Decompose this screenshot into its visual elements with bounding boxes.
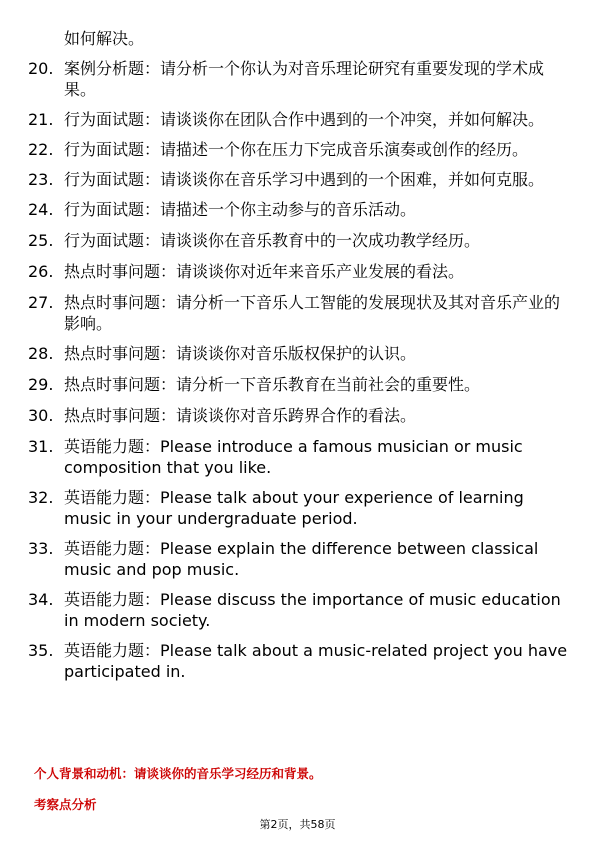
question-item (28, 199, 568, 220)
question-number: 23. (28, 170, 54, 189)
question-list (28, 58, 568, 691)
question-text: 行为面试题：请谈谈你在音乐学习中遇到的一个困难，并如何克服。 (64, 170, 545, 189)
question-text: 热点时事问题：请谈谈你对音乐跨界合作的看法。 (64, 406, 417, 425)
question-number: 25. (28, 231, 54, 250)
question-item (28, 640, 568, 682)
question-number: 21. (28, 110, 54, 129)
question-text: 行为面试题：请描述一个你主动参与的音乐活动。 (64, 200, 417, 219)
question-number: 26. (28, 262, 54, 281)
question-text: 热点时事问题：请谈谈你对音乐版权保护的认识。 (64, 344, 417, 363)
question-number: 33. (28, 539, 54, 558)
question-number: 27. (28, 293, 54, 312)
question-item (28, 589, 568, 631)
question-number: 32. (28, 488, 54, 507)
question-number: 30. (28, 406, 54, 425)
question-text: 英语能力题：Please explain the difference between classical music and pop music. (64, 539, 539, 579)
question-text: 英语能力题：Please discuss the importance of music education in modern society. (64, 590, 561, 630)
question-text: 英语能力题：Please introduce a famous musician or music composition that you like. (64, 437, 523, 477)
continuation-text: 如何解决。 (64, 29, 145, 48)
question-item (28, 538, 568, 580)
question-text: 行为面试题：请描述一个你在压力下完成音乐演奏或创作的经历。 (64, 140, 529, 159)
section-subheading: 考察点分析 (34, 797, 97, 812)
question-number: 29. (28, 375, 54, 394)
question-item (28, 58, 568, 100)
question-text: 行为面试题：请谈谈你在团队合作中遇到的一个冲突，并如何解决。 (64, 110, 545, 129)
question-text: 热点时事问题：请谈谈你对近年来音乐产业发展的看法。 (64, 262, 465, 281)
page-footer: 第2页，共58页 (259, 818, 336, 831)
question-item (28, 109, 568, 130)
question-item (28, 292, 568, 334)
question-text: 热点时事问题：请分析一下音乐人工智能的发展现状及其对音乐产业的影响。 (64, 293, 561, 333)
question-item (28, 436, 568, 478)
question-text: 热点时事问题：请分析一下音乐教育在当前社会的重要性。 (64, 375, 481, 394)
question-number: 31. (28, 437, 54, 456)
question-item (28, 139, 568, 160)
question-item (28, 374, 568, 395)
question-item (28, 230, 568, 251)
question-number: 28. (28, 344, 54, 363)
question-number: 22. (28, 140, 54, 159)
question-item (28, 487, 568, 529)
question-text: 英语能力题：Please talk about your experience of learning music in your undergraduate period. (64, 488, 524, 528)
question-number: 24. (28, 200, 54, 219)
question-text: 行为面试题：请谈谈你在音乐教育中的一次成功教学经历。 (64, 231, 481, 250)
question-text: 英语能力题：Please talk about a music-related project you have participated in. (64, 641, 568, 681)
question-number: 20. (28, 59, 54, 78)
question-text: 案例分析题：请分析一个你认为对音乐理论研究有重要发现的学术成果。 (64, 59, 545, 99)
question-item (28, 405, 568, 426)
question-item (28, 261, 568, 282)
question-item (28, 343, 568, 364)
section-heading: 个人背景和动机：请谈谈你的音乐学习经历和背景。 (34, 766, 322, 781)
question-item (28, 169, 568, 190)
question-number: 35. (28, 641, 54, 660)
question-number: 34. (28, 590, 54, 609)
